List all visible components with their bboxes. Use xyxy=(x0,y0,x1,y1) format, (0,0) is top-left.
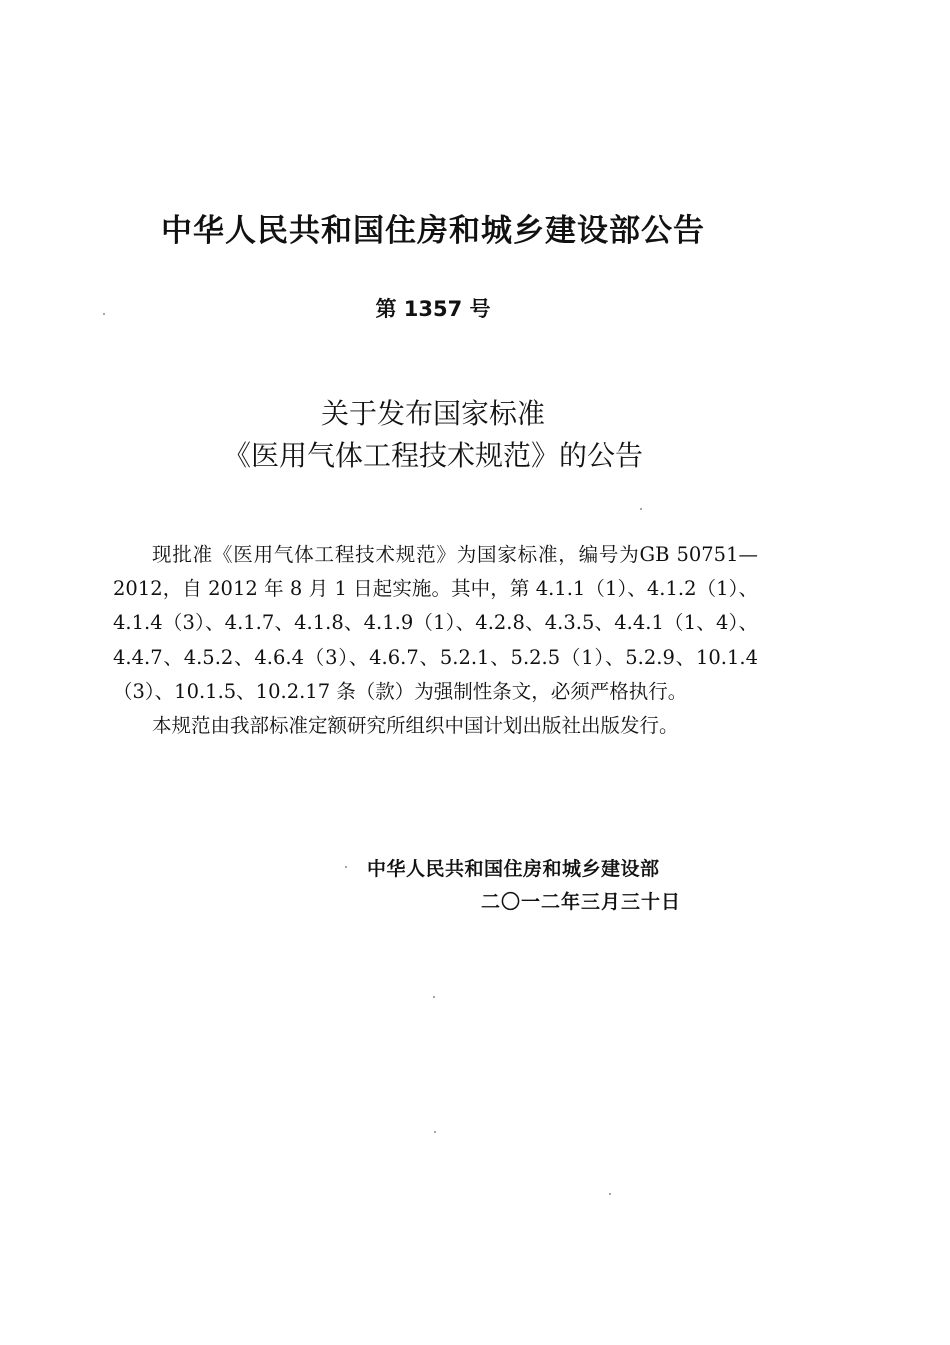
scan-speck xyxy=(103,313,105,315)
body-paragraph-publication: 本规范由我部标准定额研究所组织中国计划出版社出版发行。 xyxy=(152,714,679,738)
signature-organization: 中华人民共和国住房和城乡建设部 xyxy=(367,858,660,880)
announcement-subtitle-line2: 《医用气体工程技术规范》的公告 xyxy=(222,439,643,472)
announcement-body xyxy=(113,538,758,743)
signature-date: 二〇一二年三月三十日 xyxy=(481,891,682,913)
body-paragraph-approval: 现批准《医用气体工程技术规范》为国家标准，编号为GB 50751—2012，自 2012 年 8 月 1 日起实施。其中，第 4.1.1（1）、4.1.2（1）、4.1.4（3）、4.1.7、4.1.8、4.1.9（1）、4.2.8、4.3.5、4.4.1（1、4）、4.4.7、4.5.2、4.6.4（3）、4.6.7、5.2.1、5.2.5（1）、5.2.9、10.1.4（3）、10.1.5、10.2.17 条（款）为强制性条文，必须严格执行。 xyxy=(113,543,758,703)
announcement-title: 中华人民共和国住房和城乡建设部公告 xyxy=(161,213,705,249)
scan-speck xyxy=(345,866,347,868)
scan-speck xyxy=(433,996,435,998)
announcement-number: 第 1357 号 xyxy=(375,297,491,321)
scan-speck xyxy=(609,1193,611,1195)
scan-speck xyxy=(640,508,642,510)
scan-speck xyxy=(434,1131,436,1133)
announcement-subtitle-line1: 关于发布国家标准 xyxy=(320,397,545,430)
